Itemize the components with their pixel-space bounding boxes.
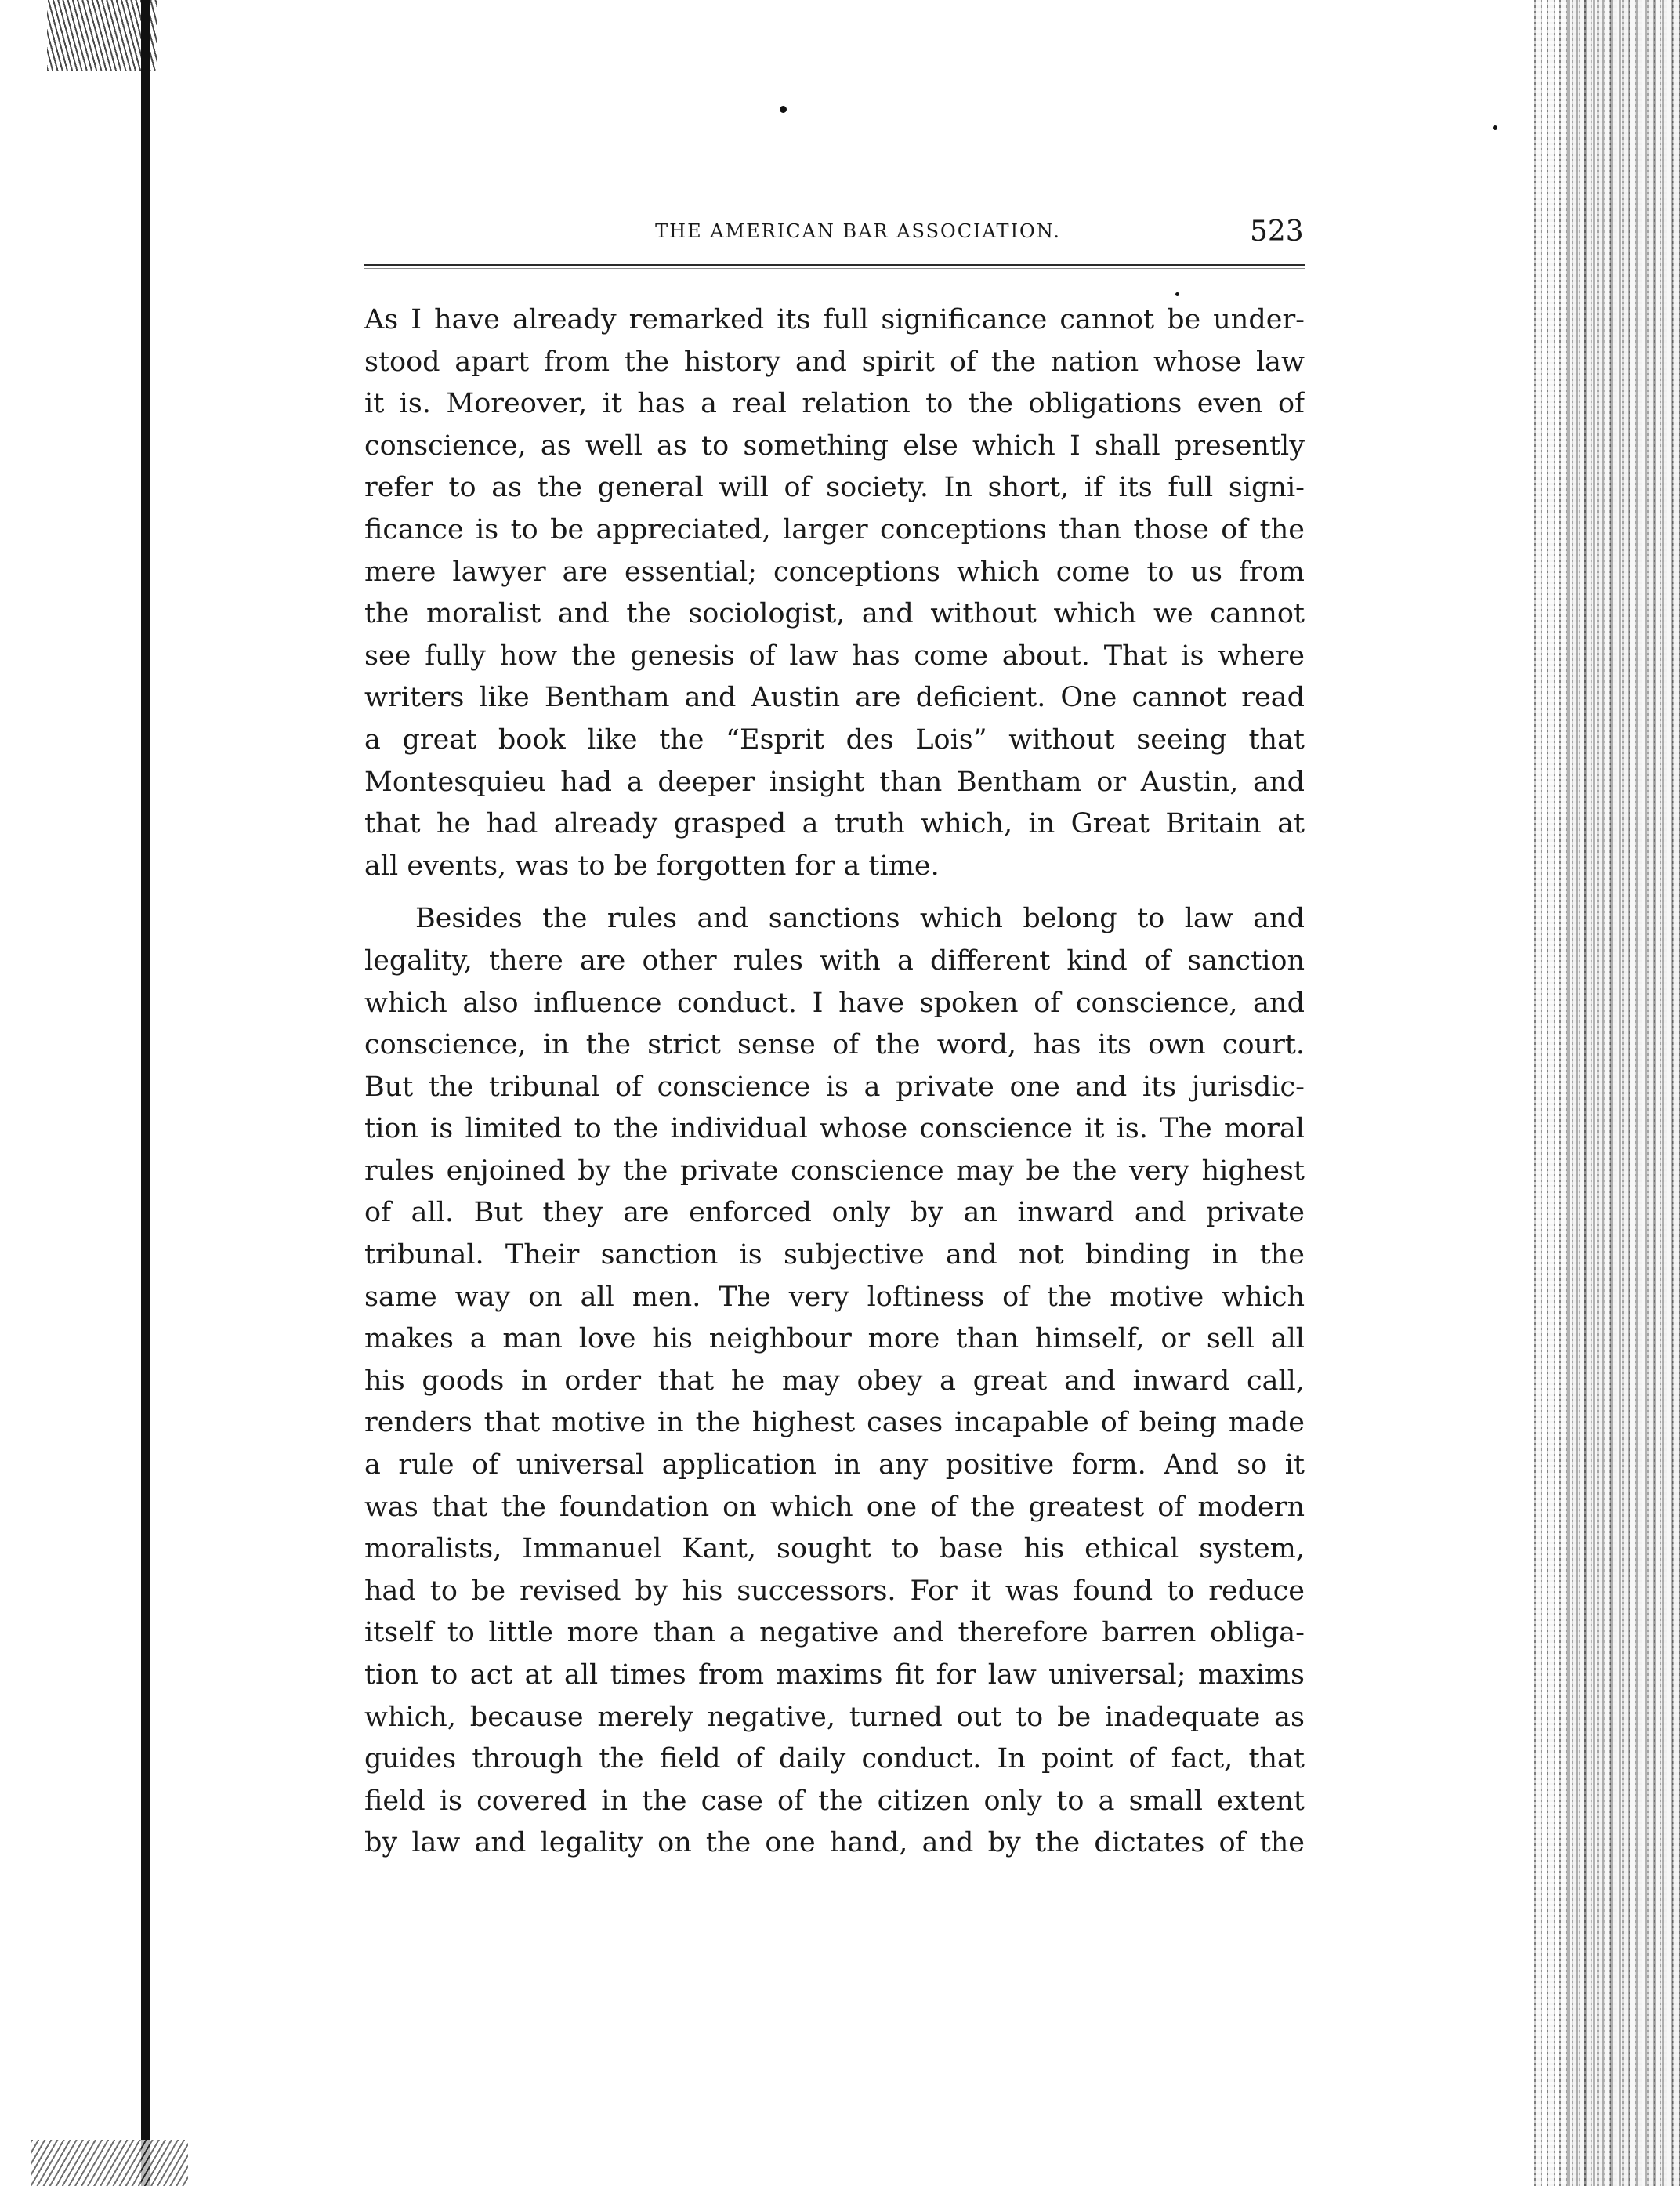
text-line: a rule of universal application in any positive form. And so it: [364, 1449, 1305, 1481]
header-rule: [364, 264, 1305, 266]
header-rule-secondary: [364, 268, 1305, 269]
text-line: As I have already remarked its full significance cannot be under-: [364, 304, 1305, 335]
text-line: ficance is to be appreciated, larger conceptions than those of the: [364, 513, 1305, 546]
body-text: [364, 299, 1305, 1865]
paragraph-gap: [364, 887, 1305, 898]
text-line: tribunal. Their sanction is subjective and not binding in the: [364, 1239, 1305, 1271]
text-line: his goods in order that he may obey a great and inward call,: [364, 1365, 1305, 1397]
text-line: guides through the field of daily conduct. In point of fact, that: [364, 1743, 1305, 1775]
text-line: it is. Moreover, it has a real relation to the obligations even of: [364, 388, 1305, 420]
scan-edge-right-band: [1567, 0, 1680, 2186]
text-line: field is covered in the case of the citizen only to a small extent: [364, 1785, 1305, 1817]
text-line: Besides the rules and sanctions which belong to law and: [415, 903, 1305, 935]
text-line: stood apart from the history and spirit of the nation whose law: [364, 346, 1305, 378]
text-line: tion is limited to the individual whose conscience it is. The moral: [364, 1113, 1305, 1145]
text-line: conscience, in the strict sense of the word, has its own court.: [364, 1029, 1305, 1061]
paragraph-2: [364, 898, 1305, 1865]
text-line: a great book like the “Esprit des Lois” without seeing that: [364, 723, 1305, 756]
text-line: mere lawyer are essential; conceptions which come to us from: [364, 556, 1305, 588]
text-line: Montesquieu had a deeper insight than Bentham or Austin, and: [364, 766, 1305, 798]
scan-edge-left: [141, 0, 150, 2186]
text-line: was that the foundation on which one of the greatest of modern: [364, 1491, 1305, 1523]
text-line: that he had already grasped a truth which, in Great Britain at: [364, 808, 1305, 840]
text-line: moralists, Immanuel Kant, sought to base his ethical system,: [364, 1533, 1305, 1565]
text-line: by law and legality on the one hand, and by the dictates of the: [364, 1827, 1305, 1859]
scan-edge-left-bottom: [31, 2140, 188, 2186]
running-header: [364, 192, 1305, 247]
text-line: conscience, as well as to something else which I shall presently: [364, 430, 1305, 462]
scan-speck: [780, 106, 787, 113]
text-line: had to be revised by his successors. For it was found to reduce: [364, 1575, 1305, 1607]
text-line: makes a man love his neighbour more than himself, or sell all: [364, 1323, 1305, 1355]
text-line: itself to little more than a negative and therefore barren obliga-: [364, 1617, 1305, 1649]
text-line: rules enjoined by the private conscience may be the very highest: [364, 1155, 1305, 1187]
text-line: same way on all men. The very loftiness of the motive which: [364, 1281, 1305, 1313]
running-title: THE AMERICAN BAR ASSOCIATION.: [655, 220, 1061, 242]
text-line: which, because merely negative, turned out to be inadequate as: [364, 1701, 1305, 1733]
text-line: But the tribunal of conscience is a private one and its jurisdic-: [364, 1071, 1305, 1103]
text-line: all events, was to be forgotten for a time.: [364, 850, 940, 882]
text-line: legality, there are other rules with a different kind of sanction: [364, 944, 1305, 977]
text-line: the moralist and the sociologist, and without which we cannot: [364, 598, 1305, 630]
text-line: writers like Bentham and Austin are deficient. One cannot read: [364, 682, 1305, 714]
page-number: 523: [1250, 216, 1304, 248]
scan-speck: [1175, 292, 1179, 296]
text-line: see fully how the genesis of law has come about. That is where: [364, 640, 1305, 672]
text-line: refer to as the general will of society. In short, if its full signi-: [364, 472, 1305, 504]
text-line: of all. But they are enforced only by an inward and private: [364, 1197, 1305, 1229]
scan-speck: [1493, 125, 1497, 130]
text-line: which also influence conduct. I have spoken of conscience, and: [364, 987, 1305, 1019]
text-line: renders that motive in the highest cases incapable of being made: [364, 1407, 1305, 1439]
text-line: tion to act at all times from maxims fit for law universal; maxims: [364, 1659, 1305, 1691]
paragraph-1: [364, 299, 1305, 887]
scan-edge-left-top: [47, 0, 157, 71]
